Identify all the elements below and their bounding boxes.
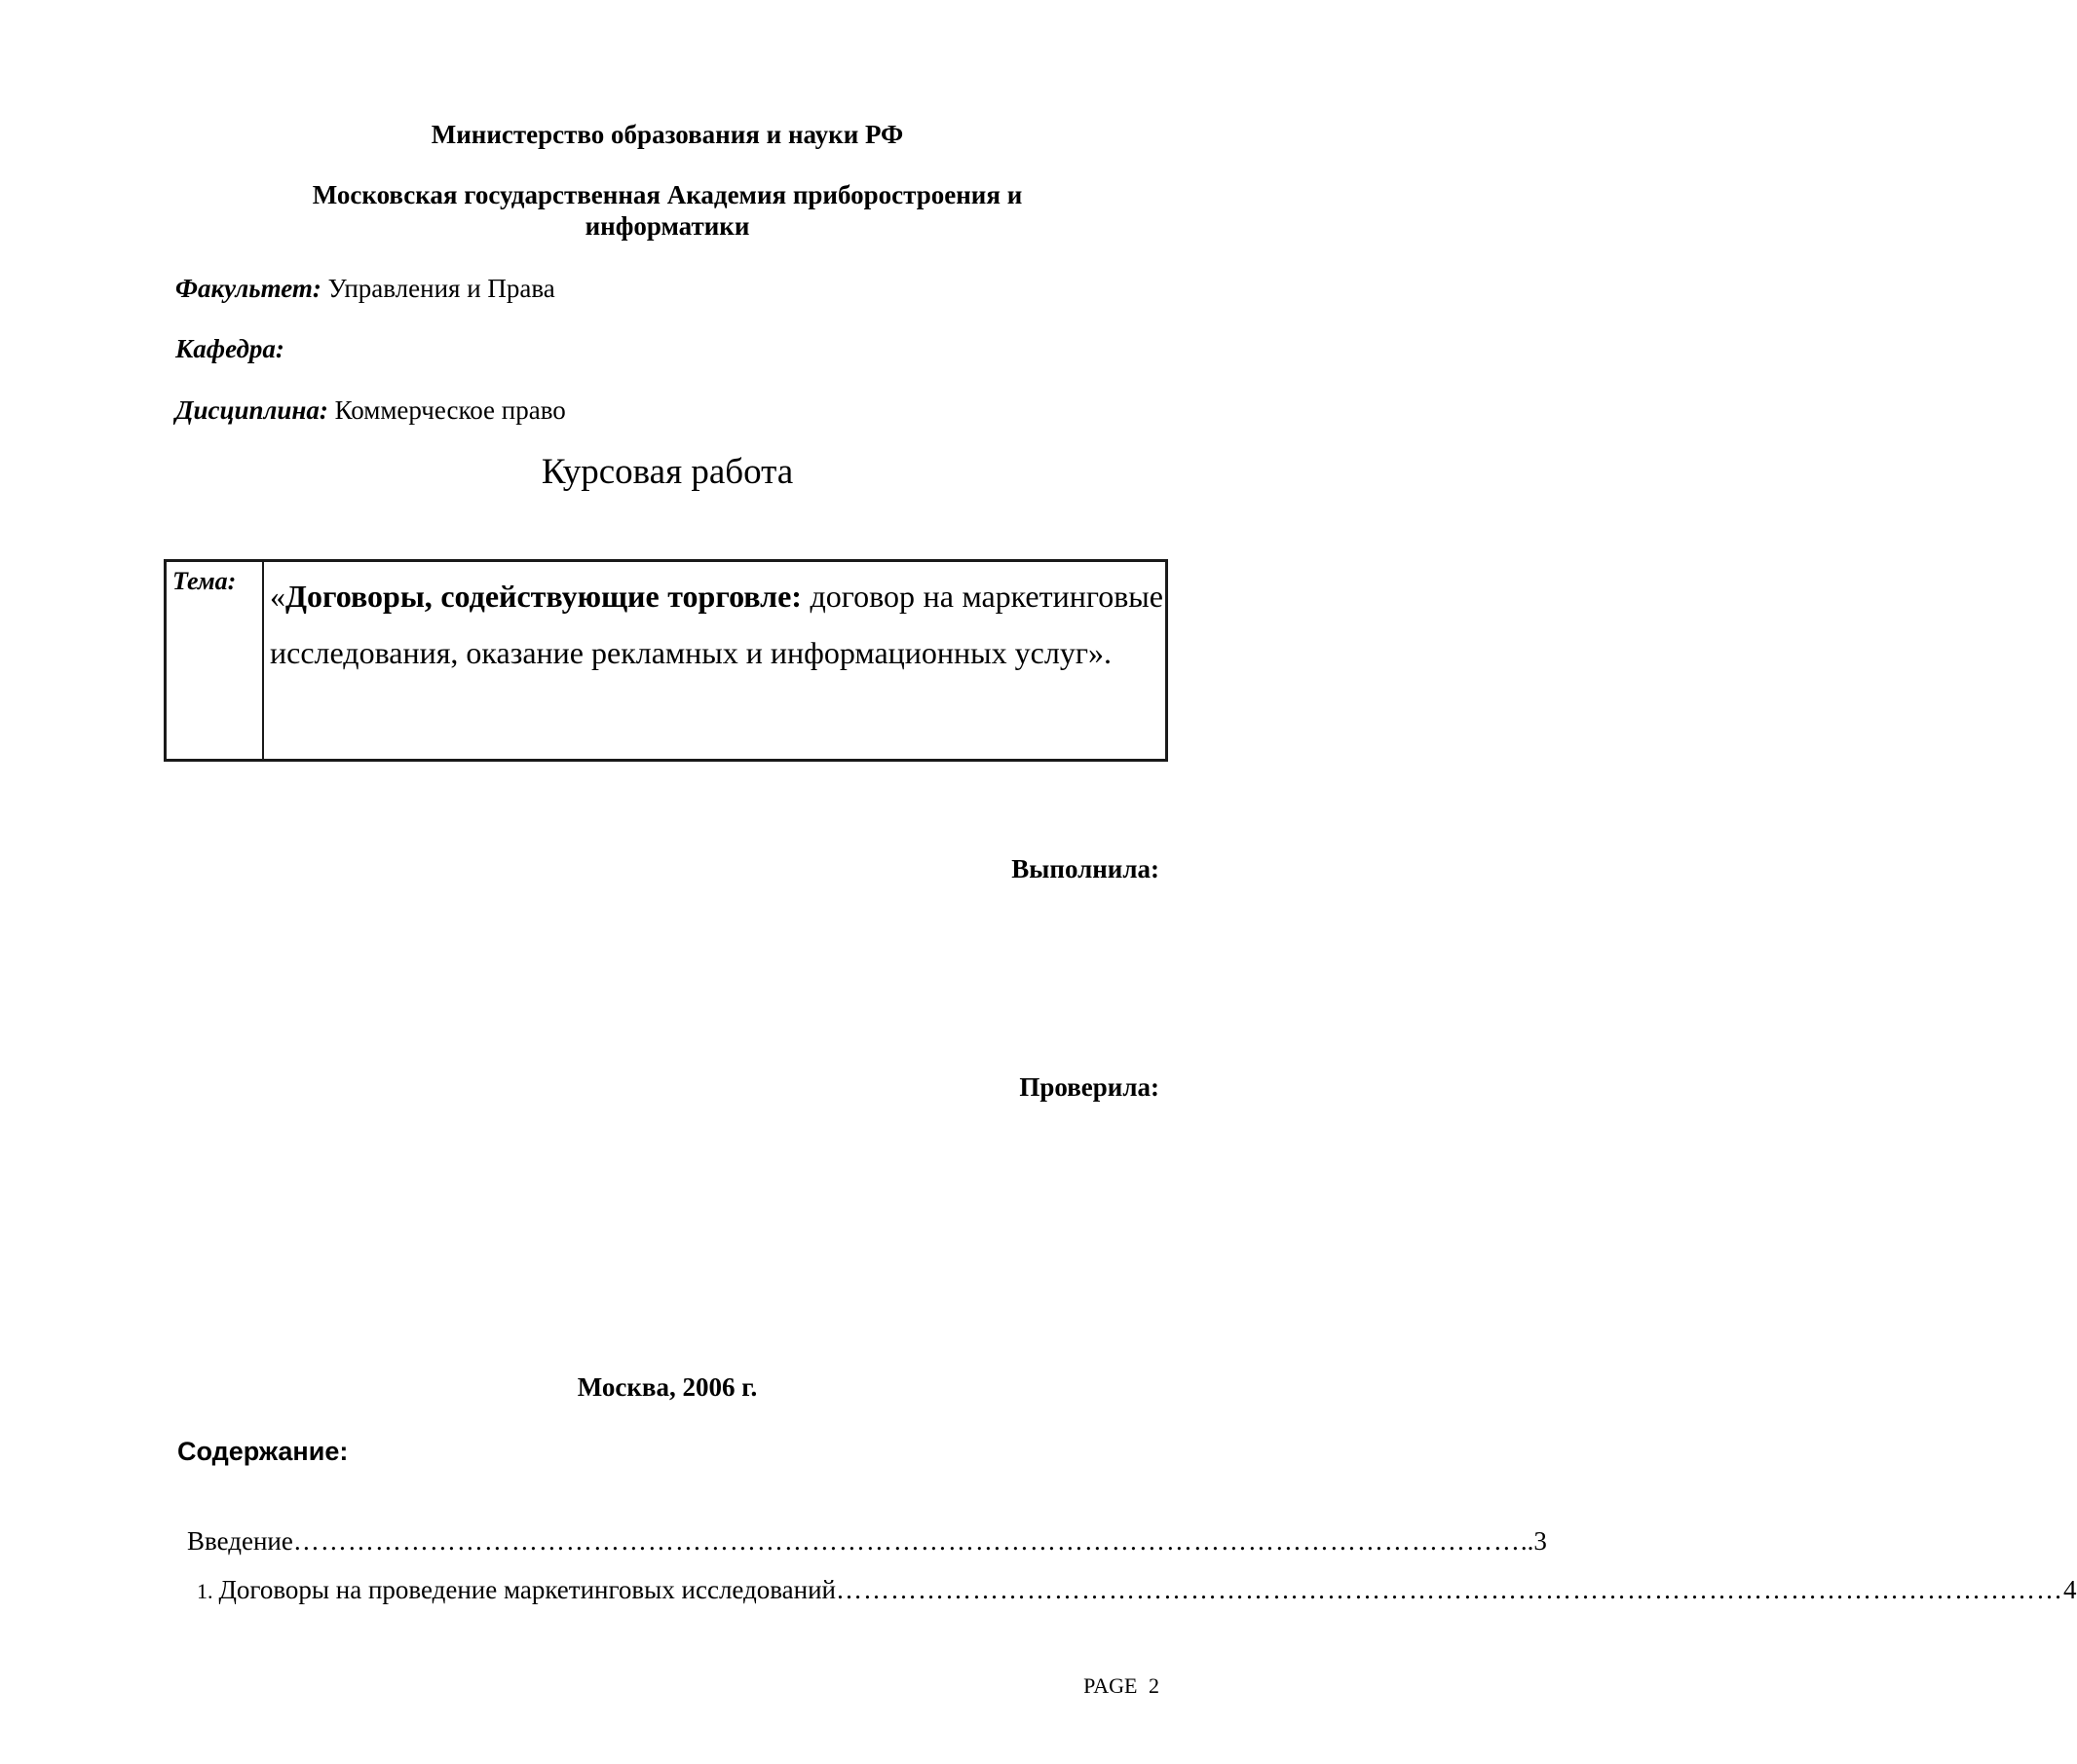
checked-by-label: Проверила:: [1019, 1072, 1159, 1102]
topic-label: Тема:: [172, 567, 237, 595]
toc-entry-text: Договоры на проведение маркетинговых исследований: [218, 1575, 837, 1604]
contents-title: Содержание:: [177, 1437, 349, 1466]
faculty-label: Факультет:: [175, 274, 321, 303]
toc-entry[interactable]: [187, 1574, 2077, 1607]
page-label: PAGE: [1083, 1673, 1138, 1698]
page-number-footer: [1083, 1672, 1159, 1700]
discipline-line: [175, 394, 566, 426]
discipline-label: Дисциплина:: [175, 395, 328, 425]
topic-table: [164, 559, 1168, 762]
toc-leader-dots: ………………………………………………………………………………………………………………………: [292, 1526, 1521, 1556]
faculty-line: [175, 273, 555, 304]
toc-entry-text: Введение: [187, 1526, 293, 1556]
topic-bold-part: Договоры, содействующие торговле:: [285, 579, 802, 614]
toc-entry-page: 4: [2063, 1575, 2077, 1604]
topic-rest: договор на маркетинговые исследования, оказание рекламных и информационных услуг».: [270, 579, 1164, 670]
faculty-value: Управления и Права: [321, 274, 555, 303]
topic-label-cell: [167, 562, 264, 759]
toc-leader-dots: ………………………………………………………………………………………………………………………: [836, 1575, 2064, 1604]
department-line: [175, 333, 284, 364]
ministry-heading: Министерство образования и науки РФ: [431, 120, 904, 149]
toc-entry[interactable]: [187, 1525, 1547, 1557]
topic-quote-open: «: [270, 579, 285, 614]
toc-entry-number: 1.: [197, 1579, 213, 1603]
city-year: Москва, 2006 г.: [577, 1372, 758, 1402]
toc-entry-page: ..3: [1520, 1526, 1547, 1556]
topic-text: [270, 568, 1163, 681]
discipline-value: Коммерческое право: [327, 395, 566, 425]
document-type-title: Курсовая работа: [541, 452, 794, 492]
department-label: Кафедра:: [175, 334, 284, 363]
academy-heading: Московская государственная Академия приборостроения и информатики: [312, 180, 1023, 241]
page-number: 2: [1149, 1673, 1159, 1698]
completed-by-label: Выполнила:: [1011, 854, 1159, 883]
